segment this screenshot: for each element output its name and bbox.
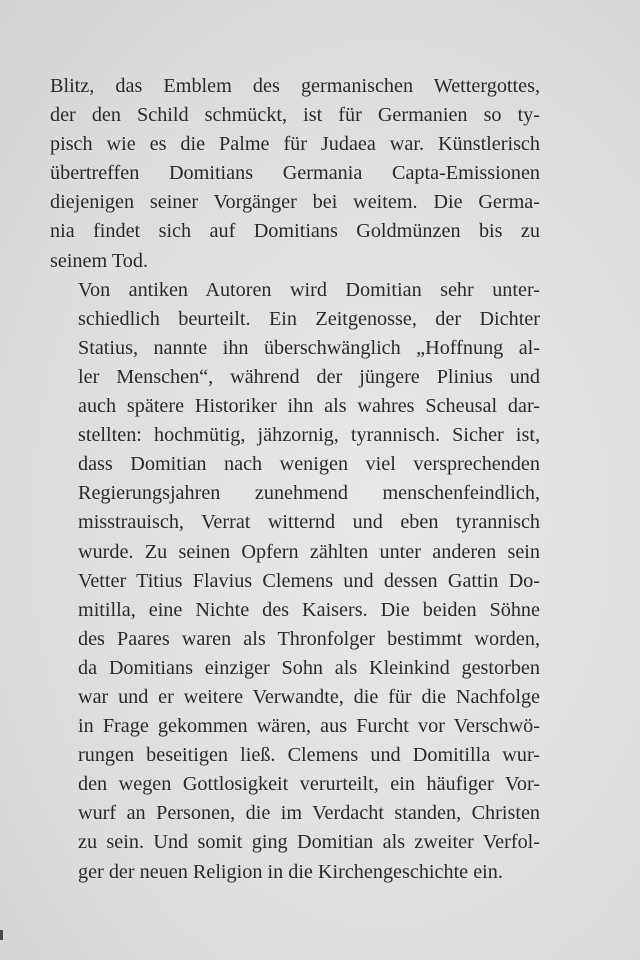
text-line: nia findet sich auf Domitians Goldmünzen bis zu — [50, 220, 540, 243]
text-line: schiedlich beurteilt. Ein Zeitgenosse, der Dichter — [78, 307, 540, 330]
text-line: Statius, nannte ihn überschwänglich „Hoffnung al- — [78, 336, 540, 359]
paragraph-2 — [50, 276, 540, 887]
text-line: da Domitians einziger Sohn als Kleinkind gestorben — [78, 656, 540, 679]
text-line: des Paares waren als Thronfolger bestimmt worden, — [78, 627, 540, 650]
text-line: stellten: hochmütig, jähzornig, tyrannisch. Sicher ist, — [78, 424, 540, 447]
text-line: war und er weitere Verwandte, die für die Nachfolge — [78, 685, 540, 708]
text-line: misstrauisch, Verrat witternd und eben tyrannisch — [78, 511, 540, 534]
text-line: dass Domitian nach wenigen viel versprechenden — [78, 453, 540, 476]
text-line: seinem Tod. — [50, 249, 149, 272]
text-line: zu sein. Und somit ging Domitian als zweiter Verfol- — [78, 831, 540, 854]
text-line: den wegen Gottlosigkeit verurteilt, ein häufiger Vor- — [78, 773, 540, 796]
text-line: übertreffen Domitians Germania Capta-Emissionen — [50, 162, 540, 185]
text-line: Vetter Titius Flavius Clemens und dessen Gattin Do- — [78, 569, 540, 592]
text-line: ger der neuen Religion in die Kirchengeschichte ein. — [78, 860, 503, 883]
body-text — [50, 72, 540, 887]
text-line: wurde. Zu seinen Opfern zählten unter anderen sein — [78, 540, 540, 563]
text-line: in Frage gekommen wären, aus Furcht vor Verschwö- — [78, 715, 540, 738]
text-line: Von antiken Autoren wird Domitian sehr unter- — [78, 278, 540, 301]
text-line: Regierungsjahren zunehmend menschenfeindlich, — [78, 482, 540, 505]
text-line: auch spätere Historiker ihn als wahres Scheusal dar- — [78, 395, 540, 418]
text-line: pisch wie es die Palme für Judaea war. Künstlerisch — [50, 133, 540, 156]
text-line: Blitz, das Emblem des germanischen Wettergottes, — [50, 75, 540, 97]
page-edge-mark — [0, 930, 3, 940]
text-line: rungen beseitigen ließ. Clemens und Domitilla wur- — [78, 744, 540, 767]
text-line: wurf an Personen, die im Verdacht standen, Christen — [78, 802, 540, 825]
text-line: ler Menschen“, während der jüngere Plinius und — [78, 365, 540, 388]
paragraph-1 — [50, 72, 540, 276]
text-line: der den Schild schmückt, ist für Germanien so ty- — [50, 104, 540, 127]
text-line: diejenigen seiner Vorgänger bei weitem. Die Germa- — [50, 191, 540, 214]
text-line: mitilla, eine Nichte des Kaisers. Die beiden Söhne — [78, 598, 540, 621]
